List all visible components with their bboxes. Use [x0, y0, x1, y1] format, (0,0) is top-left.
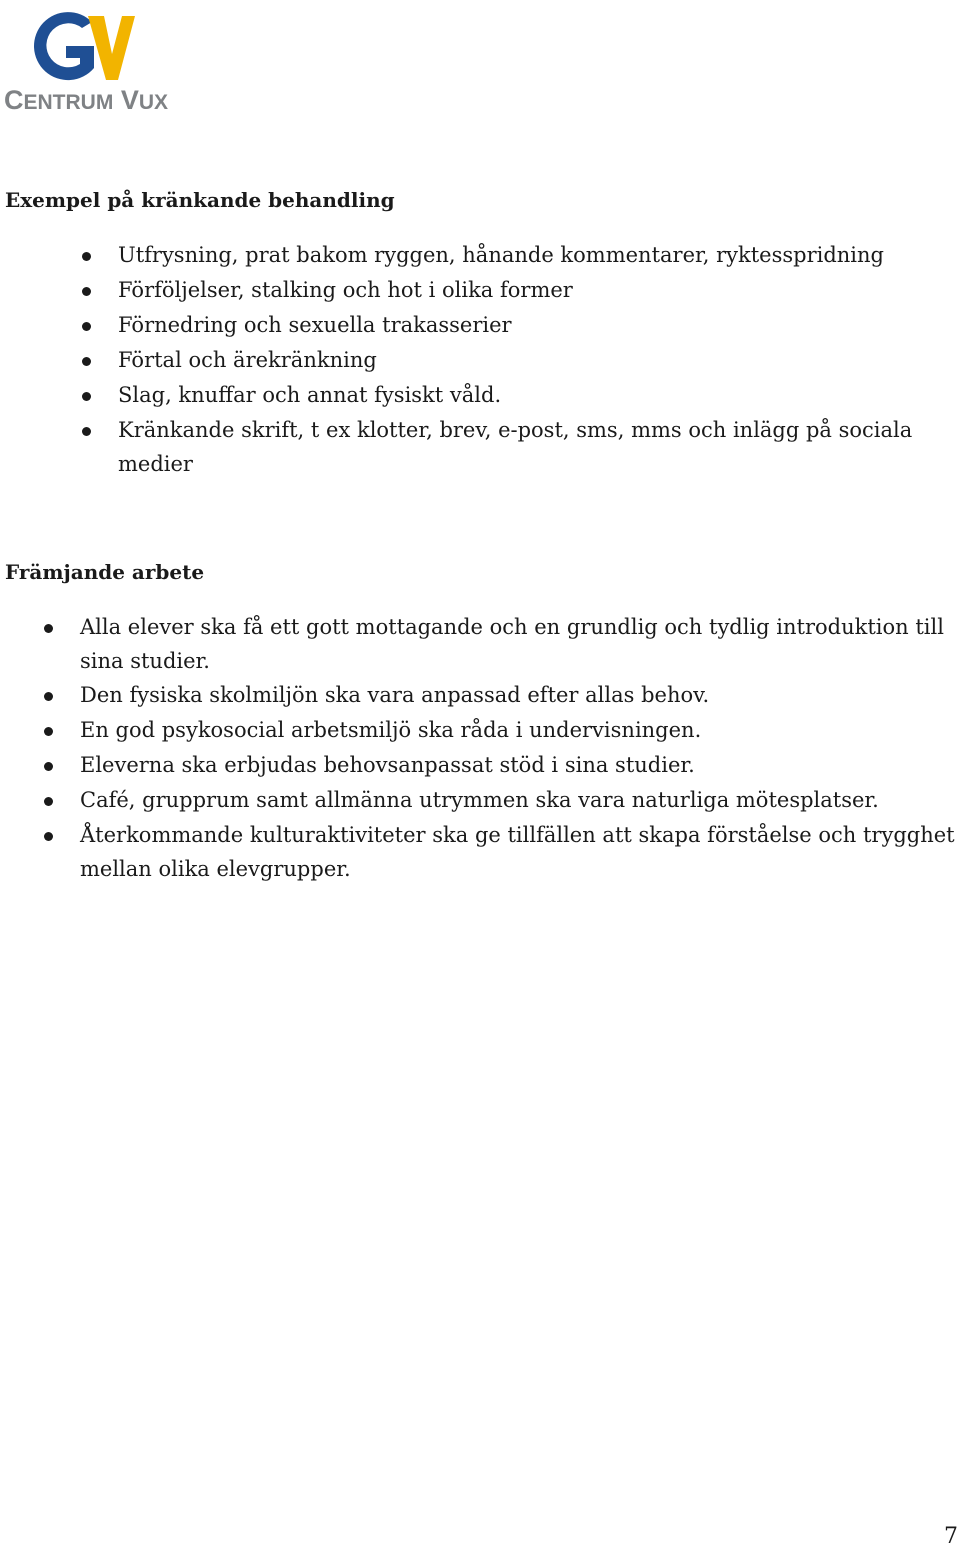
logo-c-shape [34, 12, 94, 80]
list-item: Den fysiska skolmiljön ska vara anpassad efter allas behov. [80, 678, 960, 713]
list-item: Kränkande skrift, t ex klotter, brev, e-post, sms, mms och inlägg på sociala medier [118, 413, 938, 481]
list-item: Återkommande kulturaktiviteter ska ge tillfällen att skapa förståelse och trygghet mellan olika elevgrupper. [80, 818, 960, 886]
list-item: Utfrysning, prat bakom ryggen, hånande kommentarer, ryktesspridning [118, 238, 938, 273]
list-item: Café, grupprum samt allmänna utrymmen ska vara naturliga mötesplatser. [80, 783, 960, 818]
logo-v-shape [88, 16, 135, 80]
list-item: Förtal och ärekränkning [118, 343, 938, 378]
logo-text: CENTRUM VUX [4, 85, 169, 112]
centrum-vux-logo [2, 2, 174, 112]
promotion-list [80, 610, 960, 886]
list-item: Slag, knuffar och annat fysiskt våld. [118, 378, 938, 413]
list-item: Eleverna ska erbjudas behovsanpassat stöd i sina studier. [80, 748, 960, 783]
page-number: 7 [944, 1524, 958, 1549]
list-item: En god psykosocial arbetsmiljö ska råda i undervisningen. [80, 713, 960, 748]
logo-mark [2, 2, 174, 112]
list-item: Alla elever ska få ett gott mottagande och en grundlig och tydlig introduktion till sina studier. [80, 610, 960, 678]
section-heading-examples: Exempel på kränkande behandling [5, 188, 395, 212]
examples-list [118, 238, 938, 481]
list-item: Förnedring och sexuella trakasserier [118, 308, 938, 343]
section-heading-promotion: Främjande arbete [5, 560, 205, 584]
list-item: Förföljelser, stalking och hot i olika former [118, 273, 938, 308]
